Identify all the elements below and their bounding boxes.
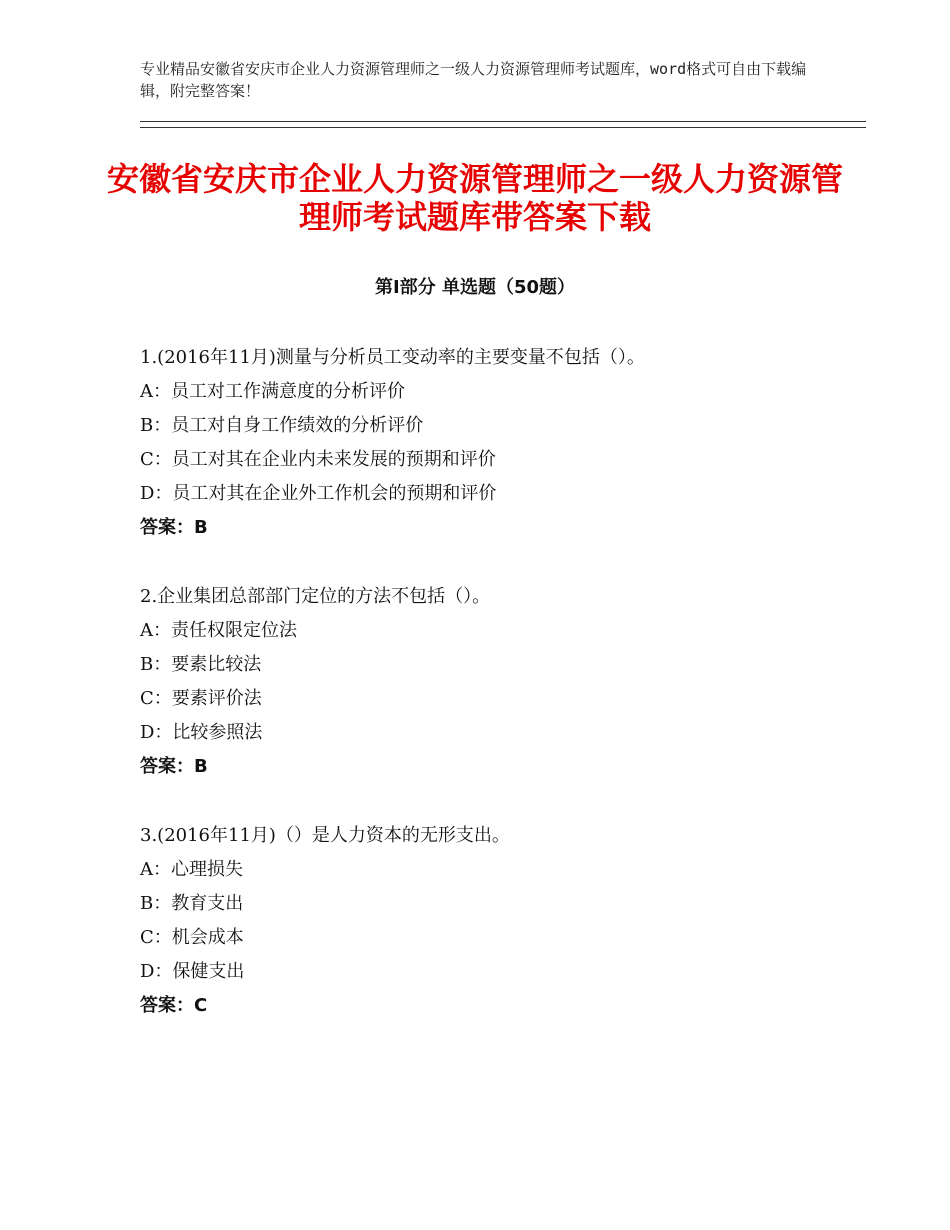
option-a: A：员工对工作满意度的分析评价: [140, 381, 405, 402]
header-divider: [140, 121, 866, 128]
option-b: B：教育支出: [140, 893, 244, 914]
question-1: [140, 345, 860, 549]
question-3: [140, 823, 860, 1027]
document-title: 安徽省安庆市企业人力资源管理师之一级人力资源管理师考试题库带答案下载: [106, 160, 843, 236]
question-stem: 3.(2016年11月)（）是人力资本的无形支出。: [140, 825, 510, 846]
option-d: D：比较参照法: [140, 722, 263, 743]
answer: 答案：B: [140, 517, 208, 538]
question-stem: 2.企业集团总部部门定位的方法不包括（）。: [140, 586, 491, 607]
question-stem: 1.(2016年11月)测量与分析员工变动率的主要变量不包括（）。: [140, 347, 645, 368]
option-a: A：心理损失: [140, 859, 243, 880]
option-b: B：要素比较法: [140, 654, 262, 675]
section-heading: 第Ⅰ部分 单选题（50题）: [374, 277, 575, 298]
answer: 答案：B: [140, 756, 208, 777]
option-c: C：机会成本: [140, 927, 244, 948]
option-b: B：员工对自身工作绩效的分析评价: [140, 415, 424, 436]
answer: 答案：C: [140, 995, 208, 1016]
header-note: 专业精品安徽省安庆市企业人力资源管理师之一级人力资源管理师考试题库，word格式可自由下载编辑，附完整答案！: [140, 60, 807, 100]
option-d: D：保健支出: [140, 961, 245, 982]
option-d: D：员工对其在企业外工作机会的预期和评价: [140, 483, 497, 504]
question-2: [140, 584, 860, 788]
option-a: A：责任权限定位法: [140, 620, 297, 641]
option-c: C：员工对其在企业内未来发展的预期和评价: [140, 449, 496, 470]
option-c: C：要素评价法: [140, 688, 262, 709]
